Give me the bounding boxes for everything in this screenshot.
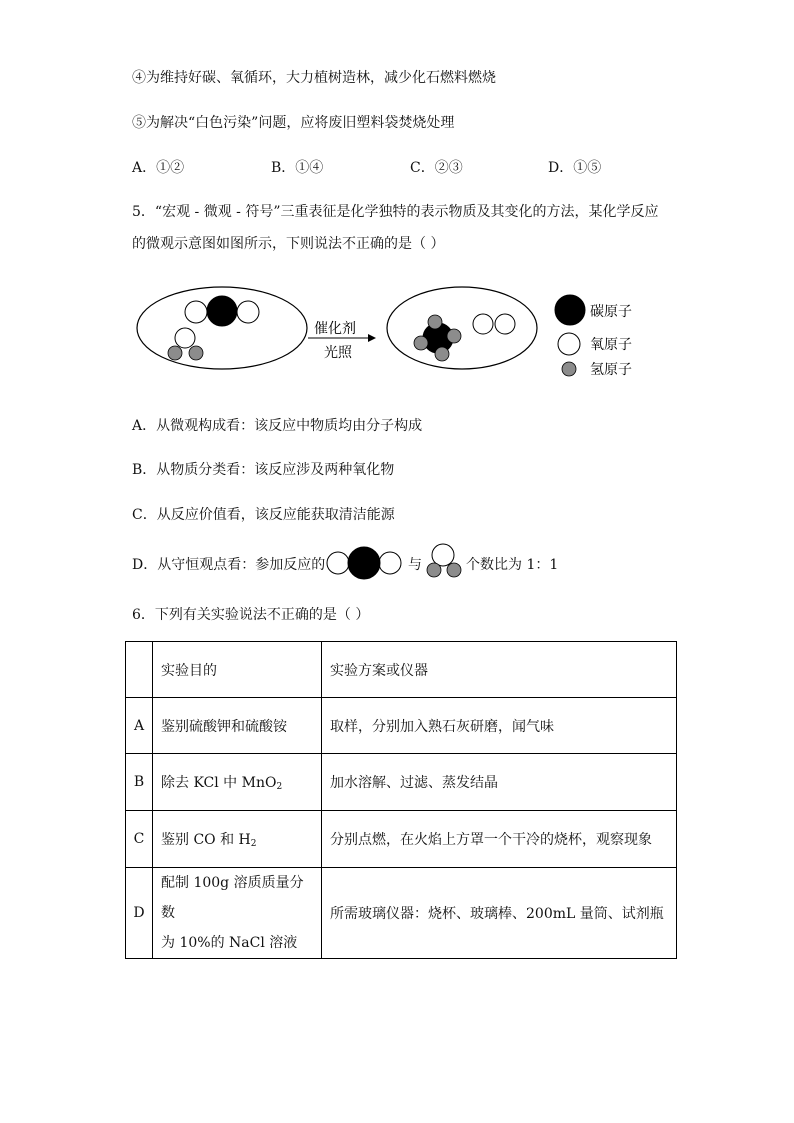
legend-oxygen-label: 氧原子 [590,337,632,353]
oxygen-molecule [473,314,515,334]
question-4-options [132,157,692,177]
row-purpose: 鉴别 CO 和 $H_2$ [153,811,322,868]
question-5-option-d[interactable] [132,542,692,582]
row-purpose: 除去 KCl 中 MnO$_2$ [153,754,322,811]
h2o-molecule-icon [426,542,466,580]
question-5-stem-line1: 5．“宏观 - 微观 - 符号”三重表征是化学独特的表示物质及其变化的方法，某化学反应 [132,204,659,220]
row-label: C [126,811,153,868]
table-header-purpose: 实验目的 [153,642,322,698]
condition-light: 光照 [324,345,352,361]
option-d-prefix: D．从守恒观点看：参加反应的 [132,557,326,573]
water-molecule [168,328,203,360]
question-5-option-b[interactable]: B．从物质分类看：该反应涉及两种氧化物 [132,462,395,478]
option-c[interactable]: C．②③ [410,160,463,176]
row-method: 分别点燃，在火焰上方罩一个干冷的烧杯，观察现象 [322,811,677,868]
table-row [126,698,677,754]
legend [555,295,632,378]
methane-molecule [414,315,461,361]
table-header-method: 实验方案或仪器 [322,642,677,698]
legend-carbon-label: 碳原子 [590,304,632,320]
question-6-stem: 6．下列有关实验说法不正确的是（ ） [132,607,370,623]
option-d[interactable]: D．①⑤ [548,160,602,176]
option-a[interactable]: A．①② [132,160,185,176]
legend-hydrogen-icon [562,362,576,376]
statement-4: ④为维持好碳、氧循环，大力植树造林，减少化石燃料燃烧 [132,70,496,86]
table-row [126,868,677,959]
option-d-mid: 与 [408,557,422,573]
reaction-diagram [130,283,650,388]
co2-molecule-icon [325,546,405,580]
row-purpose: 配制 100g 溶质质量分数 为 10%的 NaCl 溶液 [153,868,322,959]
row-method: 加水溶解、过滤、蒸发结晶 [322,754,677,811]
table-row [126,811,677,868]
option-d-suffix: 个数比为 1：1 [466,557,559,573]
table-header-row [126,642,677,698]
row-method: 取样，分别加入熟石灰研磨，闻气味 [322,698,677,754]
reaction-diagram-svg [130,283,650,388]
question-5-option-a[interactable]: A．从微观构成看：该反应中物质均由分子构成 [132,418,423,434]
legend-carbon-icon [555,295,585,325]
question-5-stem-line2: 的微观示意图如图所示，下则说法不正确的是（ ） [132,236,445,252]
table-row [126,754,677,811]
legend-hydrogen-label: 氢原子 [590,362,632,378]
experiment-table [125,641,677,959]
row-label: B [126,754,153,811]
row-method: 所需玻璃仪器：烧杯、玻璃棒、200mL 量筒、试剂瓶 [322,868,677,959]
condition-catalyst: 催化剂 [314,321,356,337]
row-label: A [126,698,153,754]
row-label: D [126,868,153,959]
question-5-option-c[interactable]: C．从反应价值看，该反应能获取清洁能源 [132,507,395,523]
statement-5: ⑤为解决“白色污染”问题，应将废旧塑料袋焚烧处理 [132,115,455,131]
table-header-blank [126,642,153,698]
carbon-dioxide-molecule [185,296,259,326]
legend-oxygen-icon [558,333,580,355]
option-b[interactable]: B．①④ [271,160,324,176]
row-purpose: 鉴别硫酸钾和硫酸铵 [153,698,322,754]
